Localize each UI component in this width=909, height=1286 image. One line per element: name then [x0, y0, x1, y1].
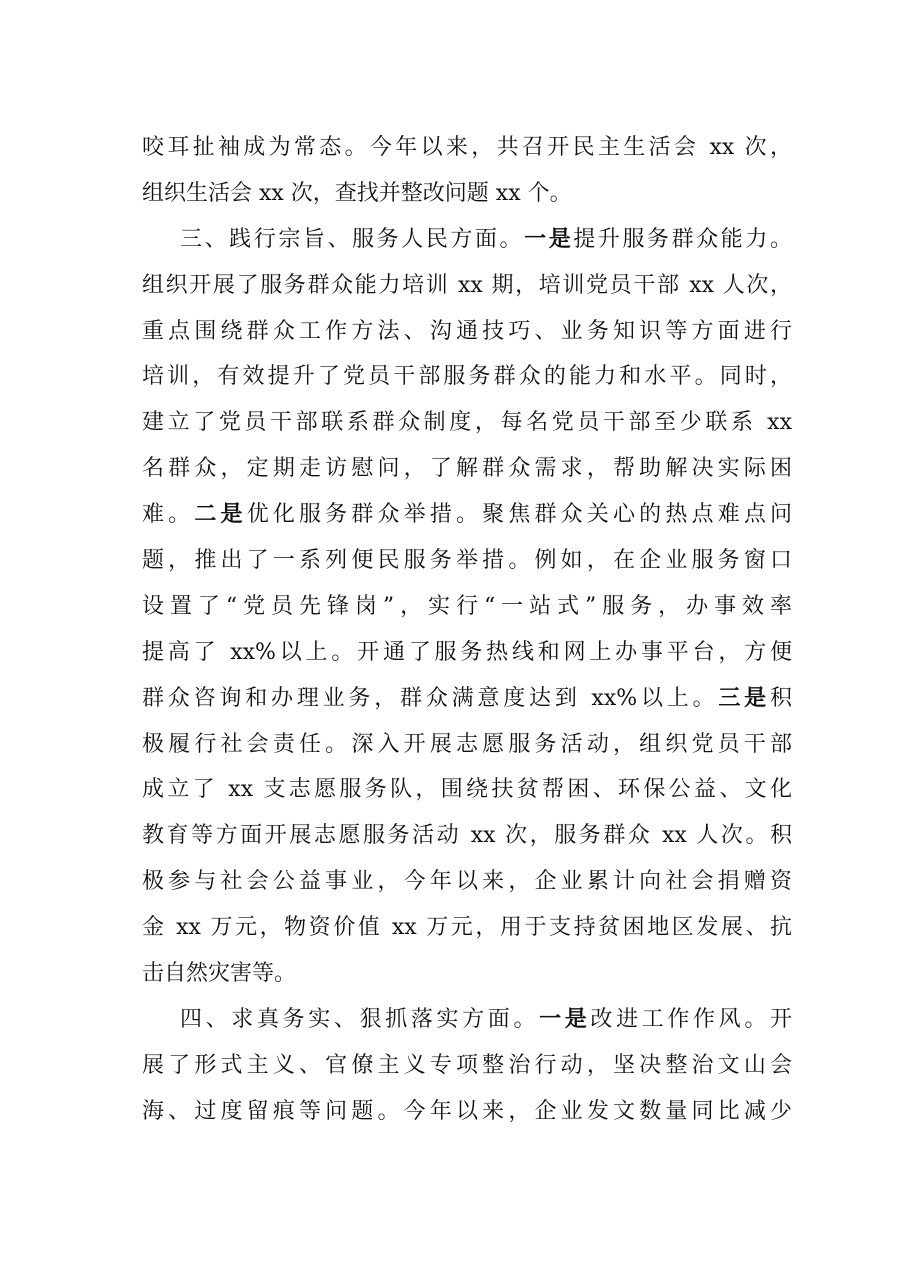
text-line [142, 309, 792, 355]
text-run: 组织开展了服务群众能力培训 xx 期，培训党员干部 xx 人次， [142, 272, 792, 298]
text-line [142, 859, 792, 905]
text-line [142, 217, 792, 263]
text-run: 击自然灾害等。 [142, 961, 297, 987]
text-line [142, 446, 792, 492]
text-run: 改进工作作风。开 [590, 1006, 792, 1032]
text-run: 组织生活会 xx 次，查找并整改问题 xx 个。 [142, 180, 572, 206]
text-line [142, 171, 792, 217]
text-run: 提高了 xx%以上。开通了服务热线和网上办事平台，方便 [142, 639, 792, 665]
bold-keyword: 一是 [539, 1005, 591, 1032]
text-run: 咬耳扯袖成为常态。今年以来，共召开民主生活会 xx 次， [142, 135, 792, 160]
text-line [142, 400, 792, 446]
text-run: 题，推出了一系列便民服务举措。例如，在企业服务窗口 [142, 548, 792, 574]
text-run: 极参与社会公益事业，今年以来，企业累计向社会捐赠资 [142, 869, 792, 895]
text-run: 金 xx 万元，物资价值 xx 万元，用于支持贫困地区发展、抗 [142, 915, 792, 941]
text-run: 优化服务群众举措。聚焦群众关心的热点难点问 [246, 502, 792, 528]
text-run: 教育等方面开展志愿服务活动 xx 次，服务群众 xx 人次。积 [142, 823, 792, 849]
text-run: 四、求真务实、狠抓落实方面。 [180, 1006, 540, 1032]
text-run: 名群众，定期走访慰问，了解群众需求，帮助解决实际困 [142, 456, 792, 482]
text-line [142, 1089, 792, 1135]
text-run: 建立了党员干部联系群众制度，每名党员干部至少联系 xx [142, 410, 792, 436]
text-run: 重点围绕群众工作方法、沟通技巧、业务知识等方面进行 [142, 318, 792, 344]
text-run: 提升服务群众能力。 [573, 226, 792, 252]
text-line [142, 676, 792, 722]
text-line [142, 997, 792, 1043]
bold-keyword: 一是 [524, 225, 574, 252]
text-run: 三、践行宗旨、服务人民方面。 [180, 226, 525, 252]
bold-keyword: 二是 [194, 501, 247, 528]
text-run: 展了形式主义、官僚主义专项整治行动，坚决整治文山会 [142, 1052, 792, 1078]
text-run: 成立了 xx 支志愿服务队，围绕扶贫帮困、环保公益、文化 [142, 777, 792, 803]
text-run: 积 [769, 685, 792, 711]
text-run: 海、过度留痕等问题。今年以来，企业发文数量同比减少 [142, 1098, 792, 1124]
text-line [142, 951, 792, 997]
text-line [142, 492, 792, 538]
text-run: 群众咨询和办理业务，群众满意度达到 xx%以上。 [142, 685, 719, 711]
text-line [142, 1043, 792, 1089]
text-line [142, 813, 792, 859]
text-line [142, 722, 792, 768]
text-run: 培训，有效提升了党员干部服务群众的能力和水平。同时， [142, 364, 792, 390]
text-line [142, 125, 792, 171]
text-run: 极履行社会责任。深入开展志愿服务活动，组织党员干部 [142, 731, 792, 757]
text-run: 设置了“党员先锋岗”，实行“一站式”服务，办事效率 [142, 593, 792, 619]
text-line [142, 263, 792, 309]
text-line [142, 538, 792, 584]
bold-keyword: 三是 [718, 684, 770, 711]
text-line [142, 354, 792, 400]
text-line [142, 630, 792, 676]
text-line [142, 767, 792, 813]
text-line [142, 584, 792, 630]
body-text [142, 125, 792, 1135]
text-run: 难。 [142, 502, 195, 528]
text-line [142, 905, 792, 951]
